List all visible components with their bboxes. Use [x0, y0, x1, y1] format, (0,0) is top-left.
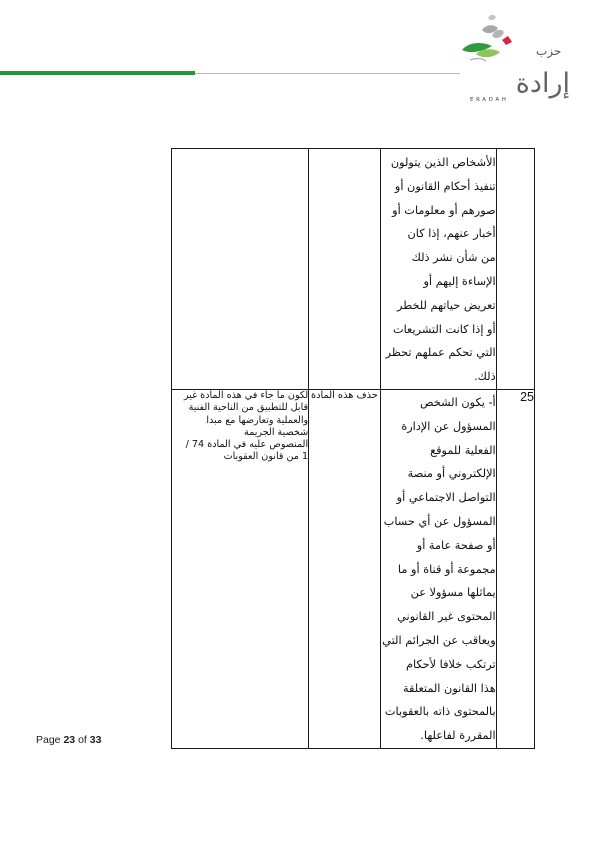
article-number-cell [496, 149, 534, 390]
current-page-number: 23 [63, 734, 76, 746]
article-text-line: أخبار عنهم، إذا كان [407, 227, 496, 241]
amendments-table [171, 148, 535, 749]
article-text-line: ويعاقب عن الجرائم التي [382, 633, 496, 647]
page-footer [36, 734, 101, 746]
reason-line: المنصوص عليه في المادة 74 / [185, 439, 309, 451]
reason-line: 1 من قانون العقوبات [223, 451, 309, 463]
article-text-line: الفعلية للموقع [430, 443, 496, 457]
of-label: of [78, 734, 87, 746]
party-logo [452, 8, 584, 104]
header-divider-line [195, 73, 460, 74]
reason-line: قابل للتطبيق من الناحية الفنية [188, 402, 309, 414]
article-number-cell: 25 [496, 389, 534, 748]
article-text-line: المقررة لفاعلها. [420, 729, 496, 743]
action-cell [309, 149, 381, 390]
article-text-line: المسؤول عن الإدارة [401, 419, 496, 433]
logo-english-text: ERADAH [470, 97, 509, 103]
table-row [172, 149, 535, 390]
page-label: Page [36, 734, 61, 746]
article-text-line: مجموعة أو قناة أو ما [397, 562, 496, 576]
article-text-line: الإلكتروني أو منصة [407, 467, 496, 481]
article-text-line: صورهم أو معلومات أو [392, 203, 496, 217]
reason-cell [172, 149, 309, 390]
article-text-line: التواصل الاجتماعي أو [396, 491, 496, 505]
reason-cell [172, 389, 309, 748]
table-row [172, 389, 535, 748]
article-text-cell [380, 149, 496, 390]
article-text-line: هذا القانون المتعلقة [402, 681, 496, 695]
article-text-line: من شأن نشر ذلك [411, 251, 496, 265]
article-text-cell [380, 389, 496, 748]
reason-line: والعملية وتعارضها مع مبدا [206, 414, 309, 426]
reason-line: شخصية الجريمة [244, 426, 309, 438]
header-accent-line [0, 71, 195, 75]
article-text-line: الإساءة إليهم أو [423, 274, 496, 288]
action-cell: حذف هذه المادة [309, 389, 381, 748]
logo-arabic-text: إرادة [515, 68, 570, 99]
article-text-line: الأشخاص الذين يتولون [390, 156, 496, 169]
reason-line: لكون ما جاء في هذه المادة غير [183, 389, 309, 401]
article-text-line: أو إذا كانت التشريعات [392, 322, 496, 336]
article-text-line: أو صفحة عامة أو [416, 538, 496, 552]
article-text-line: بالمحتوى ذاته بالعقوبات [384, 705, 496, 719]
article-text-line: المحتوى غير القانوني [397, 610, 496, 624]
article-text-line: المسؤول عن أي حساب [383, 514, 496, 528]
total-pages-number: 33 [89, 734, 102, 746]
logo-hizb-text: حزب [536, 44, 562, 58]
article-text-line: يماثلها مسؤولا عن [410, 586, 496, 600]
article-text-line: تعريض حياتهم للخطر [396, 298, 496, 312]
article-text-line: التي تحكم عملهم تحظر [385, 346, 496, 360]
article-text-line: أ- يكون الشخص [419, 395, 496, 409]
article-text-line: ذلك. [474, 370, 496, 384]
article-text-line: تنفيذ أحكام القانون أو [394, 179, 496, 193]
article-text-line: ترتكب خلافا لأحكام [405, 657, 496, 671]
